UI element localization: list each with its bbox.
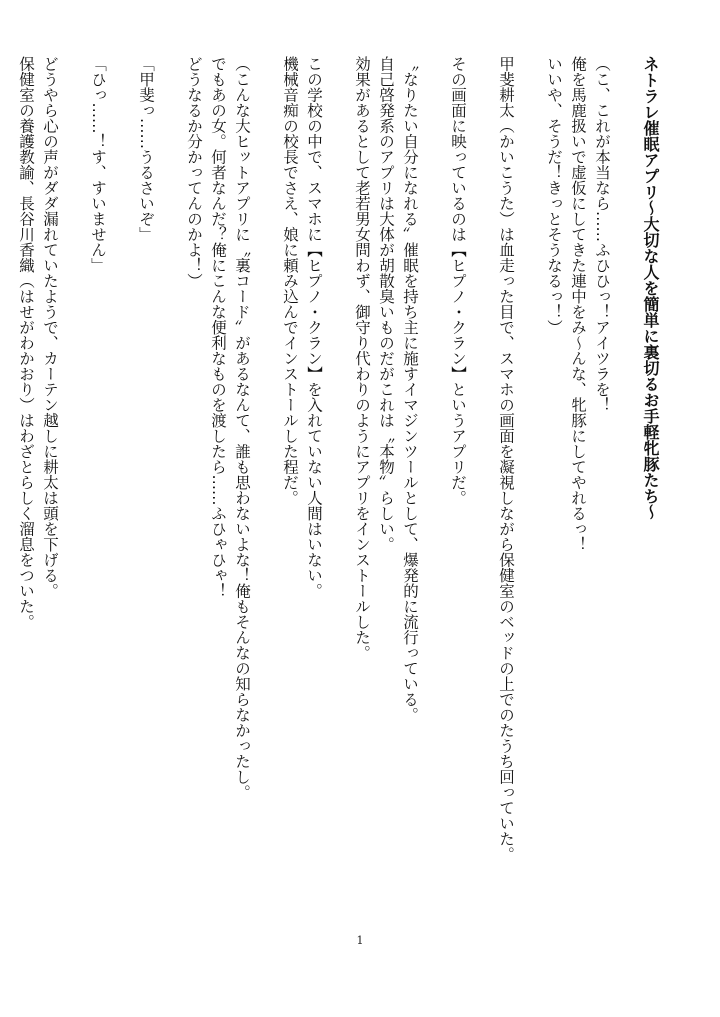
text-line: 機械音痴の校長でさえ、娘に頼み込んでインストールした程だ。 [281,56,299,506]
paragraph-spacer [62,56,86,916]
text-line: でもあの女。何者なんだ？俺にこんな便利なものを渡したら……ふひゃひゃ！ [209,56,227,599]
title-spacer [614,56,638,916]
dialogue-line: 「ひっ……！す、すいません」 [89,56,107,273]
text-line: （こんな大ヒットアプリに〝裏コード〟があるなんて、誰も思わないよな！俺もそんなの知らなかったし。 [233,56,251,800]
vertical-text-body [14,56,662,916]
paragraph-spacer [518,56,542,916]
paragraph-spacer [158,56,182,916]
text-line: 甲斐耕太（かいこうた）は血走った目で、スマホの画面を凝視しながら保健室のベッドの上でのたうち回っていた。 [497,56,515,862]
dialogue-line: 「甲斐っ……うるさいぞ」 [137,56,155,242]
text-line: 自己啓発系のアプリは大体が胡散臭いものだがこれは〝本物〟らしい。 [377,56,395,552]
document-title: ネトラレ催眠アプリ～大切な人を簡単に裏切るお手軽牝豚たち～ [641,56,660,520]
page-number: 1 [356,934,364,947]
text-line: 効果があるとして老若男女問わず、御守り代わりのようにアプリをインストールした。 [353,56,371,661]
paragraph-spacer [110,56,134,916]
paragraph-spacer [470,56,494,916]
paragraph-spacer [422,56,446,916]
text-line: （こ、これが本当なら……ふひひっ！アイツラを！ [593,56,611,413]
text-line: 〝なりたい自分になれる〟催眠を持ち主に施すイマジンツールとして、爆発的に流行っている。 [401,56,419,723]
text-line: 保健室の養護教諭、長谷川香織（はせがわかおり）はわざとらしく溜息をついた。 [17,56,35,630]
paragraph-spacer [254,56,278,916]
text-line: いいや、そうだ！きっとそうなるっ！） [545,56,563,335]
text-line: どうやら心の声がダダ漏れていたようで、カーテン越しに耕太は頭を下げる。 [41,56,59,599]
text-line: その画面に映っているのは【ヒプノ・クラン】というアプリだ。 [449,56,467,506]
text-line: どうなるか分かってんのかよ！） [185,56,203,289]
paragraph-spacer [326,56,350,916]
text-line: この学校の中で、スマホに【ヒプノ・クラン】を入れていない人間はいない。 [305,56,323,599]
text-line: 俺を馬鹿扱いで虚仮にしてきた連中をみ～んな、牝豚にしてやれるっ！ [569,56,587,552]
